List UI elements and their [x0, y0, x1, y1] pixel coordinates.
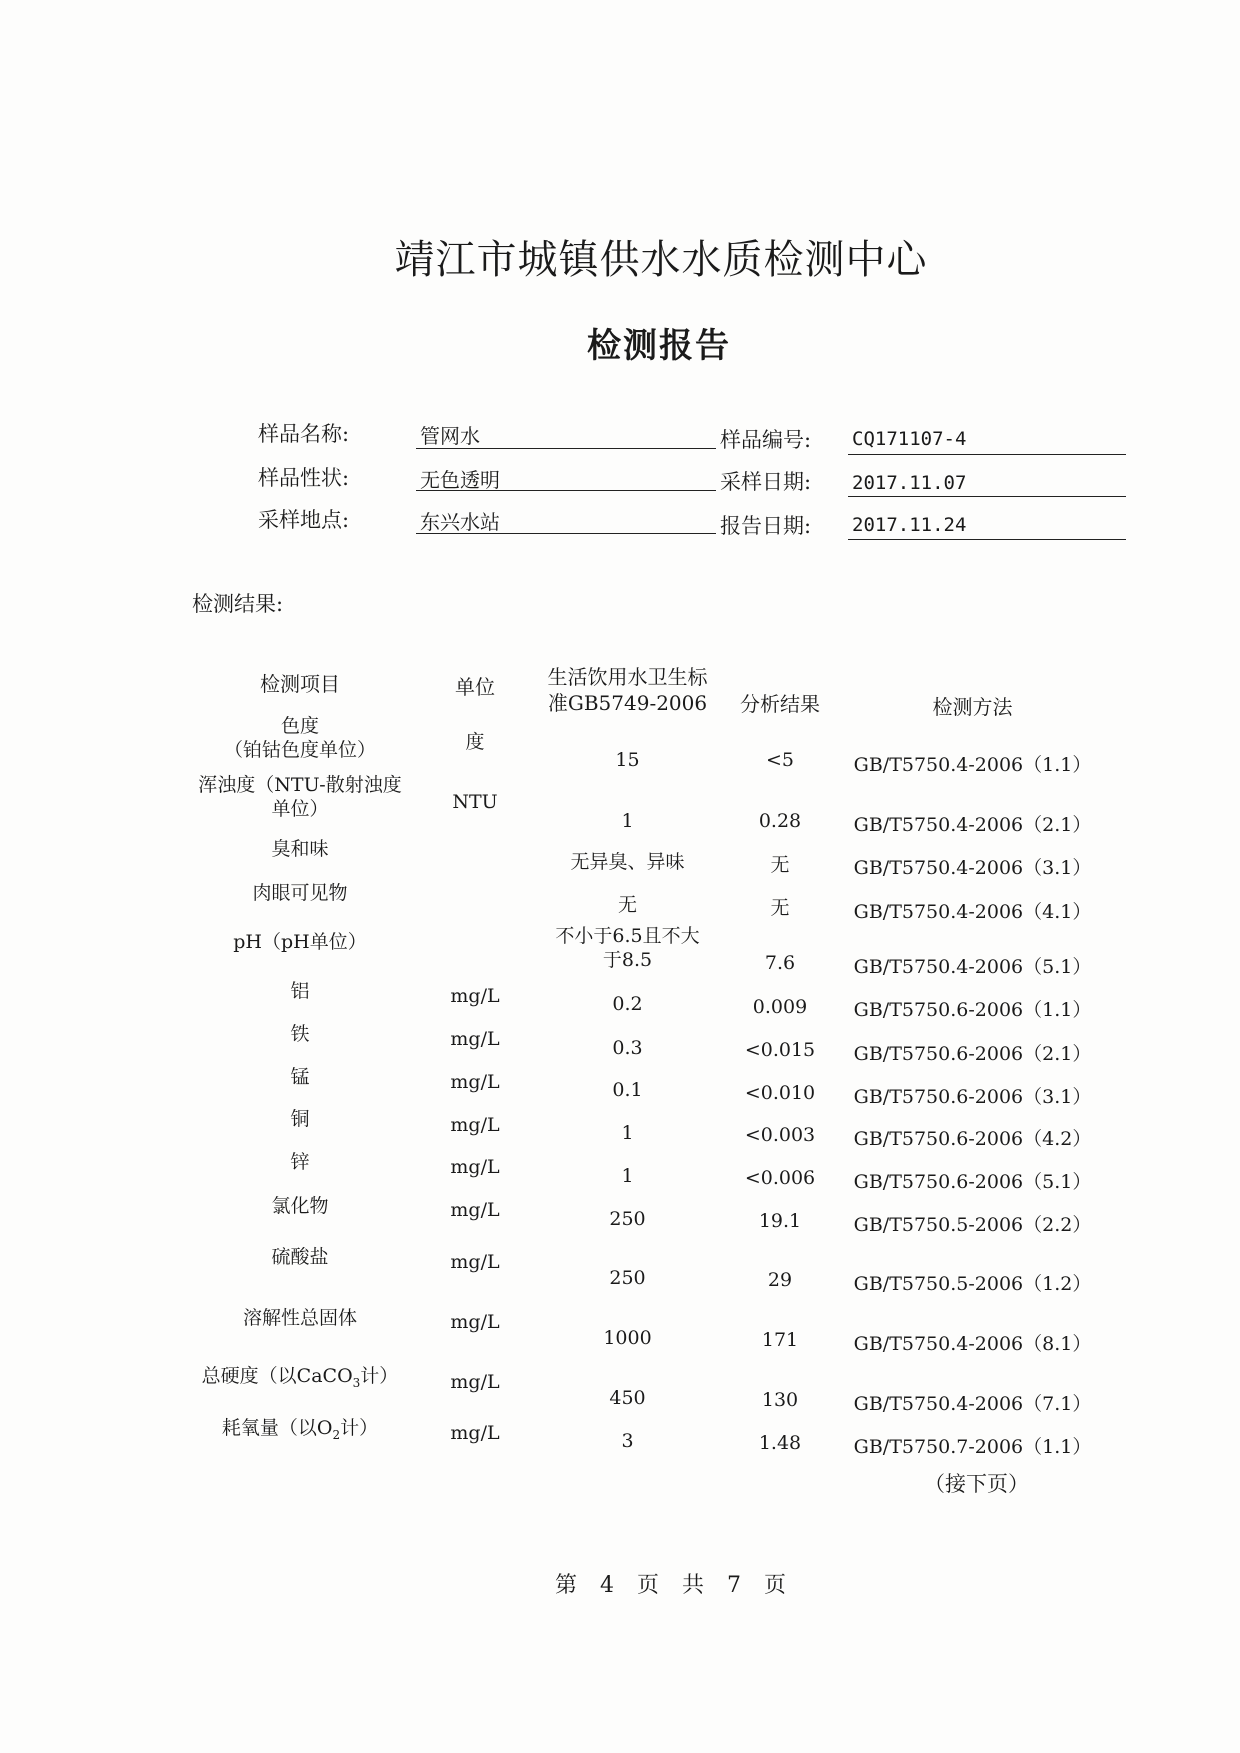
row-result: 1.48	[758, 1432, 802, 1454]
row-unit: mg/L	[450, 1028, 500, 1050]
row-result: 7.6	[764, 952, 796, 974]
row-result: <0.010	[744, 1082, 816, 1104]
table-row-item	[175, 773, 425, 821]
row-result: <5	[765, 749, 794, 771]
header-standard	[535, 664, 720, 716]
row-unit: mg/L	[450, 1071, 500, 1093]
report-date-underline	[848, 539, 1126, 540]
row-item: 肉眼可见物	[252, 882, 348, 904]
row-item: 铜	[290, 1108, 310, 1130]
row-standard: 0.1	[612, 1079, 643, 1101]
report-date-label: 报告日期:	[720, 514, 812, 538]
row-result: <0.003	[744, 1124, 816, 1146]
row-method: GB/T5750.6-2006（5.1）	[853, 1171, 1092, 1193]
row-method: GB/T5750.4-2006（2.1）	[853, 814, 1092, 836]
sample-state-underline	[416, 490, 716, 491]
row-result: 0.009	[752, 996, 808, 1018]
row-unit: 度	[465, 731, 485, 753]
row-item-text-end: 计）	[360, 1365, 399, 1387]
row-standard: 3	[621, 1430, 634, 1452]
row-method: GB/T5750.6-2006（3.1）	[853, 1086, 1092, 1108]
row-unit: mg/L	[450, 1156, 500, 1178]
row-method: GB/T5750.5-2006（1.2）	[853, 1273, 1092, 1295]
row-unit: mg/L	[450, 1199, 500, 1221]
row-unit: NTU	[452, 791, 498, 813]
row-standard: 1	[621, 1165, 634, 1187]
row-standard: 15	[615, 749, 640, 771]
sampling-date-value: 2017.11.07	[852, 472, 967, 494]
row-result: 29	[767, 1269, 793, 1291]
header-standard-line2: 准GB5749-2006	[547, 691, 708, 715]
row-item-subscript: 2	[332, 1427, 341, 1442]
row-method: GB/T5750.5-2006（2.2）	[853, 1214, 1092, 1236]
row-unit: mg/L	[450, 1311, 500, 1333]
sampling-date-label: 采样日期:	[720, 470, 812, 494]
row-method: GB/T5750.4-2006（8.1）	[853, 1333, 1092, 1355]
header-result: 分析结果	[740, 692, 820, 716]
sampling-site-underline	[416, 533, 716, 534]
sample-no-value: CQ171107-4	[852, 428, 967, 450]
row-unit: mg/L	[450, 1114, 500, 1136]
header-item: 检测项目	[260, 672, 340, 696]
report-title: 检测报告	[587, 326, 731, 366]
row-method: GB/T5750.4-2006（4.1）	[853, 901, 1092, 923]
row-standard: 0.2	[612, 993, 643, 1015]
row-item-text: 总硬度（以CaCO	[201, 1365, 353, 1387]
row-result: <0.006	[744, 1167, 816, 1189]
row-item: 硫酸盐	[271, 1246, 329, 1268]
report-date-value: 2017.11.24	[852, 514, 967, 536]
header-method: 检测方法	[932, 695, 1013, 719]
row-standard-line1: 不小于6.5且不大	[555, 925, 700, 947]
row-unit: mg/L	[450, 985, 500, 1007]
row-unit: mg/L	[450, 1371, 500, 1393]
row-standard: 1000	[603, 1327, 652, 1349]
row-unit: mg/L	[450, 1251, 500, 1273]
row-unit: mg/L	[450, 1422, 500, 1444]
row-method: GB/T5750.6-2006（2.1）	[853, 1043, 1092, 1065]
row-result: 171	[761, 1329, 799, 1351]
row-method: GB/T5750.4-2006（3.1）	[853, 857, 1092, 879]
row-item-text-end: 计）	[340, 1417, 379, 1439]
sampling-date-underline	[848, 496, 1126, 497]
row-item-text: 耗氧量（以O	[221, 1417, 333, 1439]
row-standard: 无异臭、异味	[570, 851, 685, 873]
row-method: GB/T5750.7-2006（1.1）	[853, 1436, 1092, 1458]
row-item-line1: 浑浊度（NTU-散射浊度	[198, 774, 402, 796]
sample-name-value: 管网水	[420, 424, 480, 448]
row-item-line2: （铂钴色度单位）	[223, 739, 376, 761]
row-standard: 1	[621, 810, 634, 832]
row-item: 锰	[290, 1066, 310, 1088]
row-standard	[535, 924, 720, 972]
sample-name-label: 样品名称:	[258, 422, 350, 446]
header-standard-line1: 生活饮用水卫生标	[547, 665, 708, 689]
row-standard: 250	[609, 1208, 646, 1230]
row-item: 铝	[290, 980, 310, 1002]
row-method: GB/T5750.4-2006（1.1）	[853, 754, 1092, 776]
sample-no-underline	[848, 454, 1126, 455]
row-item	[175, 1416, 425, 1447]
sampling-site-value: 东兴水站	[420, 510, 500, 534]
organization-name: 靖江市城镇供水水质检测中心	[394, 237, 928, 283]
sampling-site-label: 采样地点:	[258, 508, 350, 532]
row-item-line2: 单位）	[271, 798, 329, 820]
page-number: 第 4 页 共 7 页	[555, 1573, 787, 1598]
row-item-subscript: 3	[352, 1375, 361, 1390]
row-standard: 0.3	[612, 1037, 643, 1059]
row-standard: 1	[621, 1122, 634, 1144]
row-result: 19.1	[758, 1210, 802, 1232]
header-unit: 单位	[455, 675, 495, 699]
sample-name-underline	[416, 448, 716, 449]
sample-state-label: 样品性状:	[258, 466, 350, 490]
row-method: GB/T5750.6-2006（4.2）	[853, 1128, 1092, 1150]
row-standard: 450	[609, 1387, 646, 1409]
row-standard: 250	[609, 1267, 646, 1289]
row-item	[175, 1364, 425, 1395]
continued-note: （接下页）	[924, 1472, 1029, 1496]
row-standard: 无	[617, 894, 637, 916]
row-result: <0.015	[744, 1039, 816, 1061]
row-item: pH（pH单位）	[233, 931, 367, 953]
row-item: 臭和味	[271, 838, 329, 860]
row-item: 溶解性总固体	[242, 1307, 357, 1329]
sample-state-value: 无色透明	[420, 468, 500, 492]
row-result: 无	[770, 897, 790, 919]
row-result: 130	[761, 1389, 799, 1411]
row-item: 铁	[290, 1023, 310, 1045]
row-method: GB/T5750.4-2006（5.1）	[853, 956, 1092, 978]
row-result: 0.28	[758, 810, 802, 832]
row-result: 无	[770, 854, 790, 876]
row-item: 锌	[290, 1151, 310, 1173]
row-item: 氯化物	[271, 1195, 329, 1217]
row-standard-line2: 于8.5	[602, 949, 653, 971]
row-item-line1: 色度	[280, 715, 319, 737]
sample-no-label: 样品编号:	[720, 428, 812, 452]
row-method: GB/T5750.6-2006（1.1）	[853, 999, 1092, 1021]
row-method: GB/T5750.4-2006（7.1）	[853, 1393, 1092, 1415]
table-row-item	[175, 714, 425, 762]
results-label: 检测结果:	[192, 592, 284, 616]
